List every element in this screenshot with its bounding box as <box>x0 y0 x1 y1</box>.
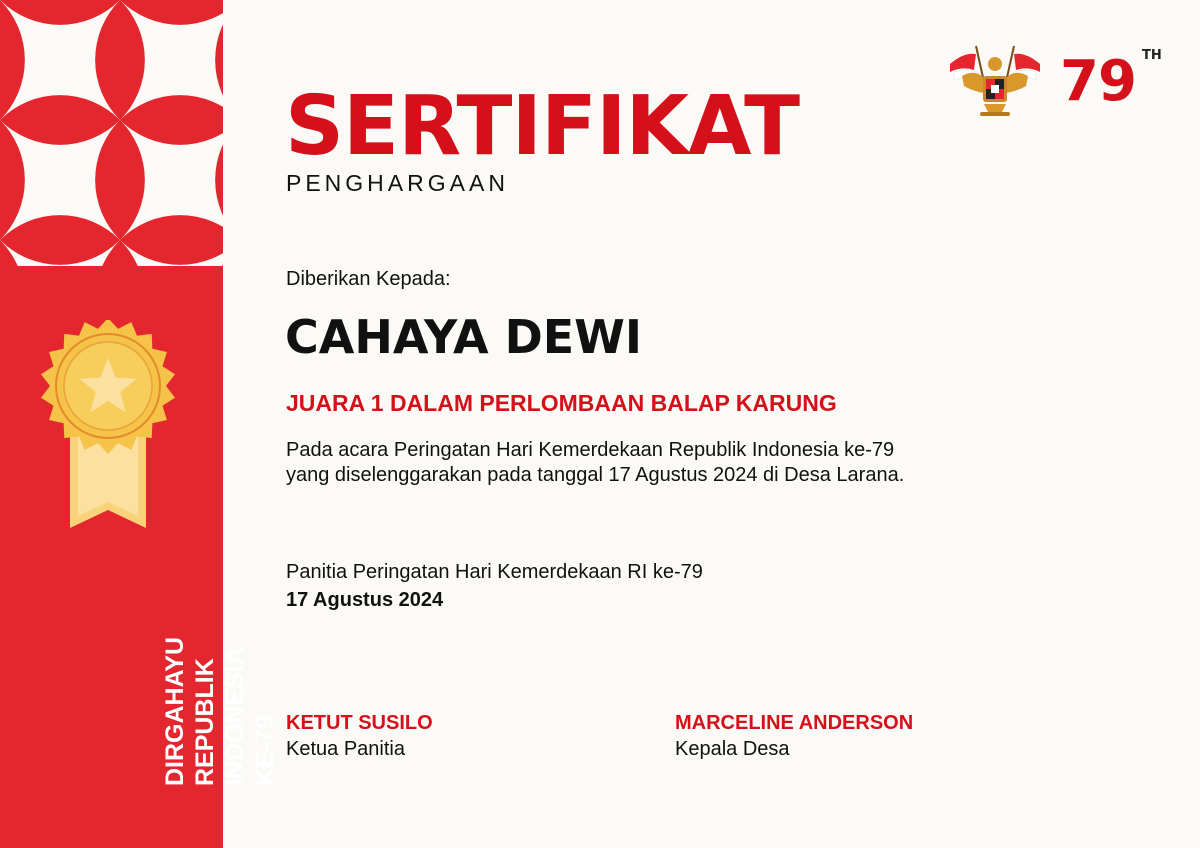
recipient-name: CAHAYA DEWI <box>285 310 643 364</box>
pattern-petal <box>0 0 25 120</box>
side-banner-line: REPUBLIK <box>191 658 219 786</box>
certificate-date: 17 Agustus 2024 <box>286 589 444 611</box>
signatory-name: MARCELINE ANDERSON <box>675 712 914 734</box>
pattern-petal <box>95 120 145 240</box>
pattern-petal <box>0 120 25 240</box>
gold-medal-icon <box>38 320 178 535</box>
signature-block-chairman <box>286 710 433 762</box>
side-banner-line: INDONESIA <box>221 647 249 786</box>
anniversary-suffix: TH <box>1142 48 1162 63</box>
certificate-subtitle: PENGHARGAAN <box>286 170 509 196</box>
pattern-petal <box>0 95 120 145</box>
certificate-title: SERTIFIKAT <box>285 79 800 174</box>
signatory-role: Ketua Panitia <box>286 738 405 760</box>
pattern-petal <box>0 215 120 265</box>
pattern-petal <box>95 0 145 120</box>
garuda-emblem-icon <box>946 42 1044 118</box>
side-banner-line: DIRGAHAYU <box>161 636 189 786</box>
left-decorative-band <box>0 0 279 848</box>
pattern-petal <box>120 95 223 145</box>
signatory-name: KETUT SUSILO <box>286 712 433 734</box>
side-banner-text <box>160 612 280 786</box>
committee-name: Panitia Peringatan Hari Kemerdekaan RI ke-79 <box>286 561 703 583</box>
pattern-petal <box>0 0 120 25</box>
pattern-petal <box>120 215 223 265</box>
pattern-petal <box>215 120 223 240</box>
anniversary-number: 79 <box>1060 49 1136 114</box>
side-banner-line: KE-79 <box>251 715 279 786</box>
kawung-pattern <box>0 0 223 266</box>
signature-block-village-head <box>675 710 913 762</box>
pattern-petal <box>120 0 223 25</box>
given-to-label: Diberikan Kepada: <box>286 268 451 290</box>
anniversary-badge <box>1060 48 1162 114</box>
pattern-petal <box>215 0 223 120</box>
signatory-role: Kepala Desa <box>675 738 790 760</box>
achievement-text: JUARA 1 DALAM PERLOMBAAN BALAP KARUNG <box>286 390 837 416</box>
event-description: Pada acara Peringatan Hari Kemerdekaan Republik Indonesia ke-79 yang diselenggarakan pada tanggal 17 Agustus 2024 di Desa Larana. <box>286 439 905 486</box>
